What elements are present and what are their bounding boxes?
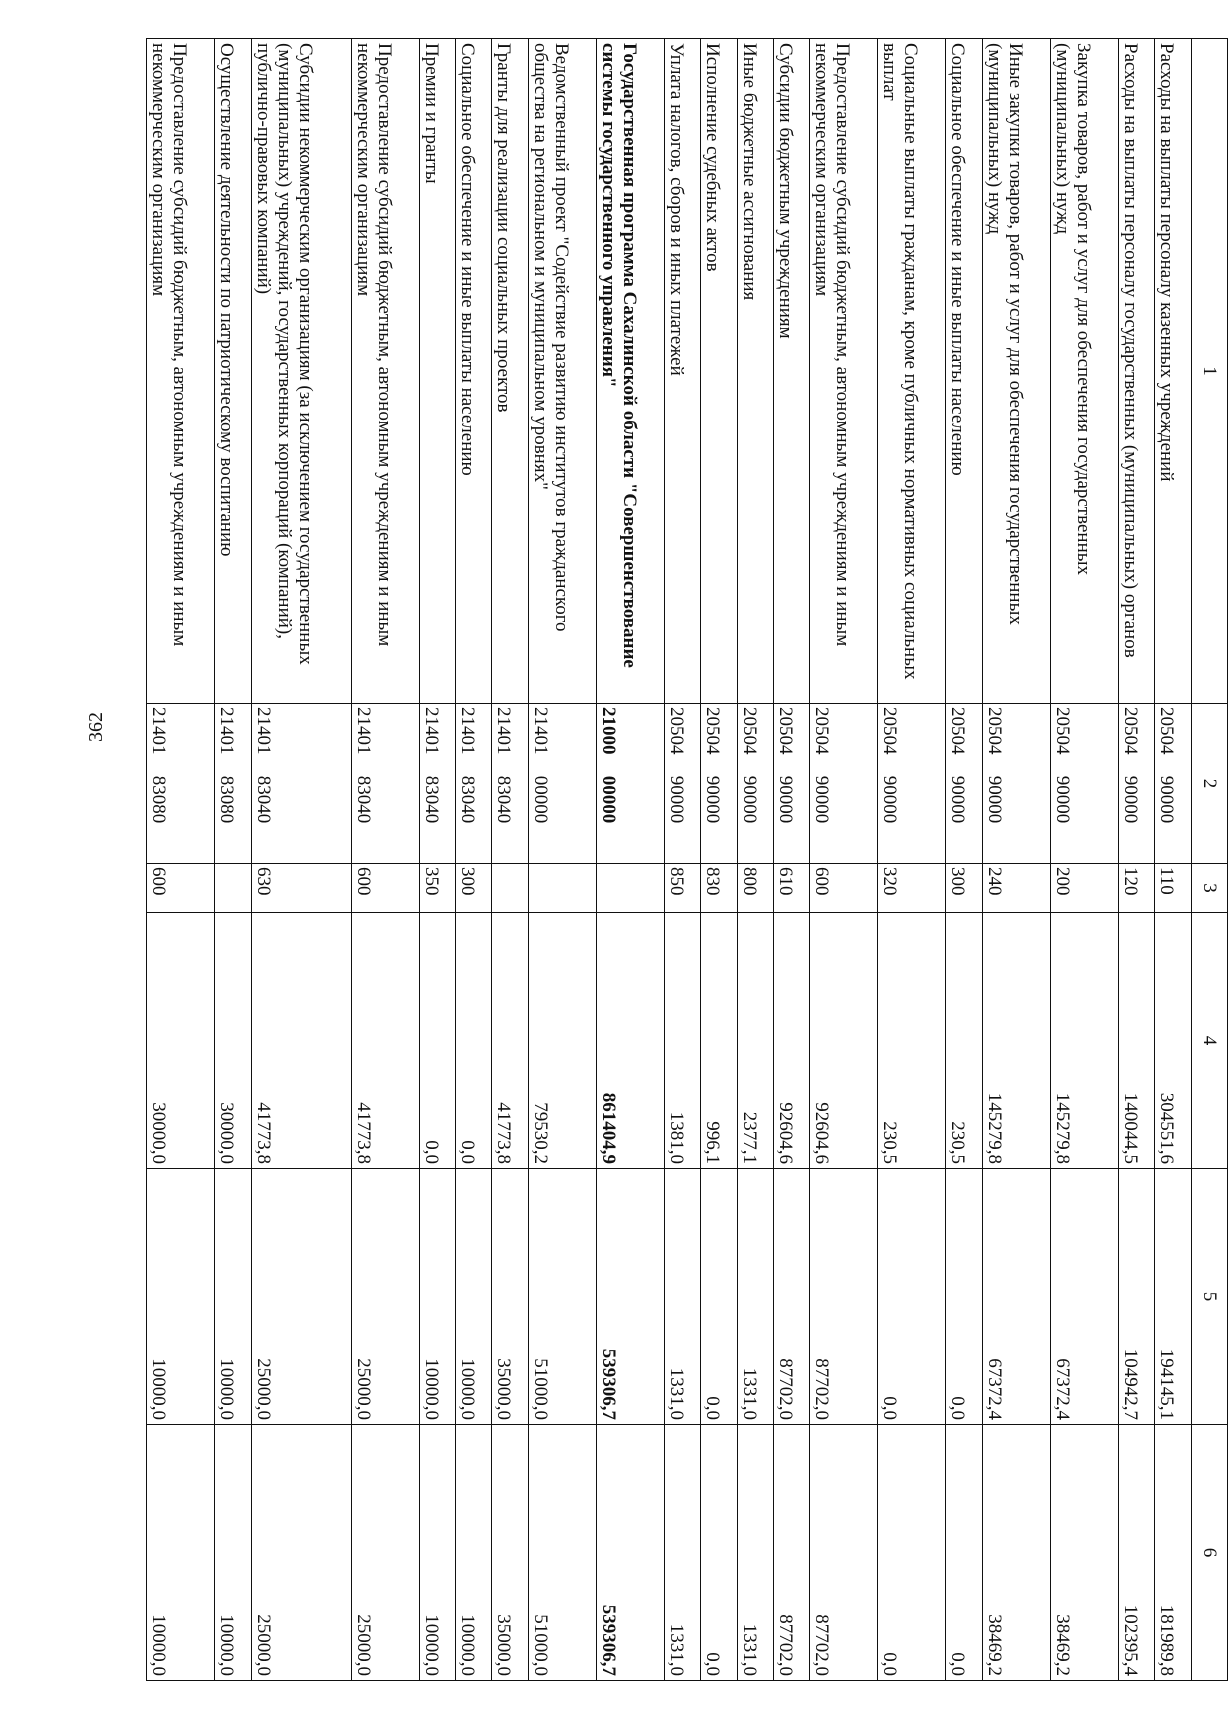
row-value-col6: 0,0 [946, 1425, 982, 1681]
code-program: 21401 [420, 707, 442, 755]
row-type-cell [215, 864, 251, 913]
code-program: 21401 [493, 707, 515, 755]
code-direction: 00000 [597, 775, 619, 824]
row-value-col6: 1331,0 [664, 1425, 700, 1681]
code-program: 21401 [529, 707, 551, 755]
row-code-cell [419, 704, 455, 864]
row-type-cell: 300 [455, 864, 491, 913]
row-type-cell: 200 [1050, 864, 1118, 913]
table-row [528, 39, 596, 1681]
code-direction: 90000 [1156, 775, 1178, 824]
row-value-col6: 10000,0 [455, 1425, 491, 1681]
row-code-cell [664, 704, 700, 864]
row-code-cell [737, 704, 773, 864]
row-value-col5: 1331,0 [737, 1169, 773, 1425]
header-cell-3: 3 [1191, 864, 1227, 913]
table-row [419, 39, 455, 1681]
row-value-col6: 0,0 [878, 1425, 946, 1681]
code-direction: 90000 [811, 775, 833, 824]
row-value-col6: 38469,2 [982, 1425, 1050, 1681]
row-value-col4: 145279,8 [1050, 913, 1118, 1169]
row-value-col5: 0,0 [878, 1169, 946, 1425]
table-row [147, 39, 215, 1681]
table-row [251, 39, 351, 1681]
row-value-col4: 41773,8 [492, 913, 528, 1169]
row-name-cell: Ведомственный проект "Содействие развитию институтов гражданского общества на региональном и муниципальном уровнях" [528, 39, 596, 704]
row-value-col5: 10000,0 [147, 1169, 215, 1425]
row-value-col6: 10000,0 [147, 1425, 215, 1681]
row-value-col5: 104942,7 [1119, 1169, 1155, 1425]
row-code-cell [946, 704, 982, 864]
row-type-cell: 110 [1155, 864, 1191, 913]
row-code-cell [492, 704, 528, 864]
table-row [1119, 39, 1155, 1681]
row-value-col5: 10000,0 [455, 1169, 491, 1425]
row-value-col5: 87702,0 [810, 1169, 878, 1425]
row-name-cell: Исполнение судебных актов [701, 39, 737, 704]
row-code-cell [878, 704, 946, 864]
table-header-row [1191, 39, 1227, 1681]
row-value-col5: 35000,0 [492, 1169, 528, 1425]
row-value-col4: 0,0 [455, 913, 491, 1169]
table-row [596, 39, 664, 1681]
code-direction: 83040 [493, 775, 515, 824]
row-type-cell: 630 [251, 864, 351, 913]
row-type-cell: 350 [419, 864, 455, 913]
row-value-col5: 194145,1 [1155, 1169, 1191, 1425]
code-program: 21401 [352, 707, 374, 755]
budget-table [146, 38, 1228, 1681]
code-program: 20504 [665, 707, 687, 755]
code-program: 20504 [1120, 707, 1142, 755]
code-program: 20504 [1051, 707, 1073, 755]
table-row [455, 39, 491, 1681]
row-name-cell: Социальные выплаты гражданам, кроме публичных нормативных социальных выплат [878, 39, 946, 704]
code-program: 20504 [947, 707, 969, 755]
code-direction: 90000 [947, 775, 969, 824]
row-name-cell: Предоставление субсидий бюджетным, автономным учреждениям и иным некоммерческим организациям [147, 39, 215, 704]
row-code-cell [215, 704, 251, 864]
header-cell-5: 5 [1191, 1169, 1227, 1425]
code-direction: 90000 [879, 775, 901, 824]
code-program: 20504 [738, 707, 760, 755]
row-name-cell: Социальное обеспечение и иные выплаты населению [946, 39, 982, 704]
row-value-col6: 1331,0 [737, 1425, 773, 1681]
row-value-col5: 0,0 [946, 1169, 982, 1425]
row-value-col6: 38469,2 [1050, 1425, 1118, 1681]
row-value-col4: 41773,8 [251, 913, 351, 1169]
row-value-col4: 861404,9 [596, 913, 664, 1169]
row-value-col6: 10000,0 [215, 1425, 251, 1681]
row-value-col5: 51000,0 [528, 1169, 596, 1425]
row-code-cell [147, 704, 215, 864]
code-direction: 90000 [1051, 775, 1073, 824]
row-value-col5: 10000,0 [215, 1169, 251, 1425]
row-name-cell: Закупка товаров, работ и услуг для обеспечения государственных (муниципальных) нужд [1050, 39, 1118, 704]
code-direction: 83080 [216, 775, 238, 824]
table-row [946, 39, 982, 1681]
row-name-cell: Уплата налогов, сборов и иных платежей [664, 39, 700, 704]
row-value-col6: 51000,0 [528, 1425, 596, 1681]
row-value-col5: 67372,4 [1050, 1169, 1118, 1425]
table-row [773, 39, 809, 1681]
row-value-col4: 41773,8 [351, 913, 419, 1169]
row-type-cell: 610 [773, 864, 809, 913]
row-name-cell: Социальное обеспечение и иные выплаты населению [455, 39, 491, 704]
row-value-col4: 0,0 [419, 913, 455, 1169]
row-type-cell: 240 [982, 864, 1050, 913]
table-row [1050, 39, 1118, 1681]
row-code-cell [528, 704, 596, 864]
code-program: 20504 [1156, 707, 1178, 755]
row-value-col6: 87702,0 [810, 1425, 878, 1681]
row-value-col4: 2377,1 [737, 913, 773, 1169]
row-value-col5: 87702,0 [773, 1169, 809, 1425]
row-name-cell: Иные бюджетные ассигнования [737, 39, 773, 704]
table-row [492, 39, 528, 1681]
header-cell-4: 4 [1191, 913, 1227, 1169]
code-program: 21401 [252, 707, 274, 755]
code-program: 21401 [456, 707, 478, 755]
row-name-cell: Предоставление субсидий бюджетным, автономным учреждениям и иным некоммерческим организациям [351, 39, 419, 704]
table-row [701, 39, 737, 1681]
row-value-col6: 539306,7 [596, 1425, 664, 1681]
row-type-cell: 600 [351, 864, 419, 913]
header-cell-1: 1 [1191, 39, 1227, 704]
row-value-col4: 996,1 [701, 913, 737, 1169]
row-value-col5: 25000,0 [351, 1169, 419, 1425]
row-name-cell: Премии и гранты [419, 39, 455, 704]
row-value-col4: 230,5 [946, 913, 982, 1169]
row-type-cell: 320 [878, 864, 946, 913]
row-type-cell: 300 [946, 864, 982, 913]
row-code-cell [351, 704, 419, 864]
row-value-col4: 92604,6 [810, 913, 878, 1169]
row-value-col4: 145279,8 [982, 913, 1050, 1169]
row-value-col4: 30000,0 [147, 913, 215, 1169]
row-code-cell [701, 704, 737, 864]
row-value-col4: 79530,2 [528, 913, 596, 1169]
row-value-col4: 30000,0 [215, 913, 251, 1169]
row-value-col4: 304551,6 [1155, 913, 1191, 1169]
row-code-cell [810, 704, 878, 864]
row-value-col6: 102395,4 [1119, 1425, 1155, 1681]
row-value-col5: 67372,4 [982, 1169, 1050, 1425]
row-type-cell [492, 864, 528, 913]
row-value-col6: 10000,0 [419, 1425, 455, 1681]
row-code-cell [1050, 704, 1118, 864]
row-code-cell [251, 704, 351, 864]
row-value-col5: 1331,0 [664, 1169, 700, 1425]
row-type-cell: 850 [664, 864, 700, 913]
row-value-col6: 87702,0 [773, 1425, 809, 1681]
code-direction: 90000 [702, 775, 724, 824]
row-value-col5: 539306,7 [596, 1169, 664, 1425]
budget-table-container [146, 38, 1228, 1680]
row-name-cell: Гранты для реализации социальных проектов [492, 39, 528, 704]
row-code-cell [773, 704, 809, 864]
row-code-cell [596, 704, 664, 864]
table-row [1155, 39, 1191, 1681]
code-program: 21000 [597, 707, 619, 755]
row-code-cell [1155, 704, 1191, 864]
row-code-cell [1119, 704, 1155, 864]
row-name-cell: Предоставление субсидий бюджетным, автономным учреждениям и иным некоммерческим организациям [810, 39, 878, 704]
row-value-col4: 92604,6 [773, 913, 809, 1169]
table-row [810, 39, 878, 1681]
row-value-col6: 0,0 [701, 1425, 737, 1681]
row-value-col6: 181989,8 [1155, 1425, 1191, 1681]
row-value-col4: 230,5 [878, 913, 946, 1169]
row-code-cell [455, 704, 491, 864]
row-type-cell: 600 [147, 864, 215, 913]
row-value-col5: 25000,0 [251, 1169, 351, 1425]
header-cell-2: 2 [1191, 704, 1227, 864]
code-direction: 90000 [738, 775, 760, 824]
row-type-cell: 120 [1119, 864, 1155, 913]
table-row [737, 39, 773, 1681]
code-program: 21401 [216, 707, 238, 755]
row-value-col4: 140044,5 [1119, 913, 1155, 1169]
code-direction: 90000 [1120, 775, 1142, 824]
code-direction: 83040 [352, 775, 374, 824]
row-name-cell: Субсидии бюджетным учреждениям [773, 39, 809, 704]
row-name-cell: Иные закупки товаров, работ и услуг для обеспечения государственных (муниципальных) нужд [982, 39, 1050, 704]
code-direction: 83040 [252, 775, 274, 824]
row-code-cell [982, 704, 1050, 864]
table-row [215, 39, 251, 1681]
row-value-col6: 25000,0 [351, 1425, 419, 1681]
page-number: 362 [85, 712, 107, 742]
row-value-col5: 10000,0 [419, 1169, 455, 1425]
row-type-cell: 800 [737, 864, 773, 913]
code-program: 20504 [983, 707, 1005, 755]
row-value-col6: 25000,0 [251, 1425, 351, 1681]
row-name-cell: Расходы на выплаты персоналу казенных учреждений [1155, 39, 1191, 704]
table-row [351, 39, 419, 1681]
code-direction: 90000 [665, 775, 687, 824]
code-program: 20504 [879, 707, 901, 755]
code-direction: 83040 [420, 775, 442, 824]
code-program: 20504 [811, 707, 833, 755]
code-direction: 83080 [148, 775, 169, 824]
code-direction: 90000 [774, 775, 796, 824]
table-row [878, 39, 946, 1681]
code-direction: 90000 [983, 775, 1005, 824]
row-value-col4: 1381,0 [664, 913, 700, 1169]
row-name-cell: Субсидии некоммерческим организациям (за исключением государственных (муниципальных) учреждений, государственных корпораций (компаний), публично-правовых компаний) [251, 39, 351, 704]
row-name-cell: Государственная программа Сахалинской области "Совершенствование системы государственного управления" [596, 39, 664, 704]
header-cell-6: 6 [1191, 1425, 1227, 1681]
code-direction: 00000 [529, 775, 551, 824]
code-direction: 83040 [456, 775, 478, 824]
row-value-col5: 0,0 [701, 1169, 737, 1425]
row-type-cell: 600 [810, 864, 878, 913]
table-row [664, 39, 700, 1681]
code-program: 20504 [702, 707, 724, 755]
row-type-cell [528, 864, 596, 913]
code-program: 20504 [774, 707, 796, 755]
row-name-cell: Осуществление деятельности по патриотическому воспитанию [215, 39, 251, 704]
code-program: 21401 [148, 707, 169, 755]
row-type-cell: 830 [701, 864, 737, 913]
row-value-col6: 35000,0 [492, 1425, 528, 1681]
row-name-cell: Расходы на выплаты персоналу государственных (муниципальных) органов [1119, 39, 1155, 704]
row-type-cell [596, 864, 664, 913]
table-row [982, 39, 1050, 1681]
